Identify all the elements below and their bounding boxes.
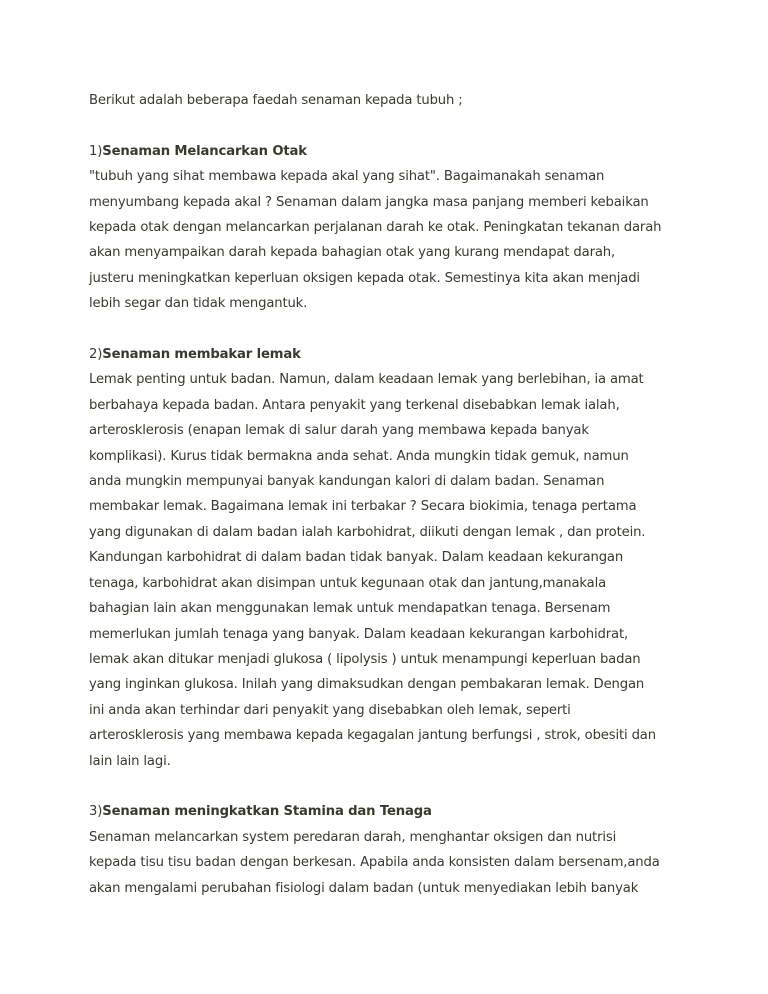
text-line: menyumbang kepada akal ? Senaman dalam jangka masa panjang memberi kebaikan	[89, 194, 649, 210]
text-line: kepada otak dengan melancarkan perjalanan darah ke otak. Peningkatan tekanan darah	[89, 220, 662, 236]
section-heading	[89, 139, 689, 164]
text-line: Senaman melancarkan system peredaran darah, menghantar oksigen dan nutrisi	[89, 829, 617, 845]
text-line: arterosklerosis yang membawa kepada kegagalan jantung berfungsi , strok, obesiti dan	[89, 728, 656, 744]
text-line: arterosklerosis (enapan lemak di salur darah yang membawa kepada banyak	[89, 423, 589, 439]
text-line: bahagian lain akan menggunakan lemak untuk mendapatkan tenaga. Bersenam	[89, 601, 611, 617]
text-line: Lemak penting untuk badan. Namun, dalam keadaan lemak yang berlebihan, ia amat	[89, 372, 644, 388]
text-line: akan menyampaikan darah kepada bahagian otak yang kurang mendapat darah,	[89, 245, 616, 261]
text-line: lemak akan ditukar menjadi glukosa ( lipolysis ) untuk menampungi keperluan badan	[89, 651, 641, 667]
text-line: ini anda akan terhindar dari penyakit yang disebabkan oleh lemak, seperti	[89, 702, 571, 718]
section-heading	[89, 799, 689, 824]
text-line: justeru meningkatkan keperluan oksigen kepada otak. Semestinya kita akan menjadi	[89, 270, 640, 286]
text-line: akan mengalami perubahan fisiologi dalam badan (untuk menyediakan lebih banyak	[89, 880, 639, 896]
text-line: kepada tisu tisu badan dengan berkesan. Apabila anda konsisten dalam bersenam,anda	[89, 855, 660, 871]
intro-paragraph: Berikut adalah beberapa faedah senaman kepada tubuh ;	[89, 93, 463, 108]
section-title: Senaman membakar lemak	[102, 347, 301, 363]
section-2	[89, 342, 689, 774]
text-line: lebih segar dan tidak mengantuk.	[89, 296, 308, 312]
text-line: yang inginkan glukosa. Inilah yang dimaksudkan dengan pembakaran lemak. Dengan	[89, 677, 645, 693]
text-line: berbahaya kepada badan. Antara penyakit yang terkenal disebabkan lemak ialah,	[89, 397, 620, 413]
text-line: tenaga, karbohidrat akan disimpan untuk kegunaan otak dan jantung,manakala	[89, 575, 607, 591]
section-title: Senaman Melancarkan Otak	[102, 143, 307, 159]
text-line: yang digunakan di dalam badan ialah karbohidrat, diikuti dengan lemak , dan protein.	[89, 524, 646, 540]
section-1	[89, 139, 689, 317]
text-line: "tubuh yang sihat membawa kepada akal yang sihat". Bagaimanakah senaman	[89, 169, 605, 185]
text-line: Kandungan karbohidrat di dalam badan tidak banyak. Dalam keadaan kekurangan	[89, 550, 624, 566]
text-line: memerlukan jumlah tenaga yang banyak. Dalam keadaan kekurangan karbohidrat,	[89, 626, 629, 642]
section-number: 2)	[89, 347, 103, 363]
document-body	[89, 88, 689, 926]
section-number: 3)	[89, 804, 103, 820]
section-3	[89, 799, 689, 901]
text-line: anda mungkin mempunyai banyak kandungan kalori di dalam badan. Senaman	[89, 474, 605, 490]
section-number: 1)	[89, 143, 103, 159]
text-line: komplikasi). Kurus tidak bermakna anda sehat. Anda mungkin tidak gemuk, namun	[89, 448, 629, 464]
section-heading	[89, 342, 689, 367]
text-line: membakar lemak. Bagaimana lemak ini terbakar ? Secara biokimia, tenaga pertama	[89, 499, 637, 515]
section-title: Senaman meningkatkan Stamina dan Tenaga	[102, 804, 432, 820]
text-line: lain lain lagi.	[89, 753, 171, 769]
